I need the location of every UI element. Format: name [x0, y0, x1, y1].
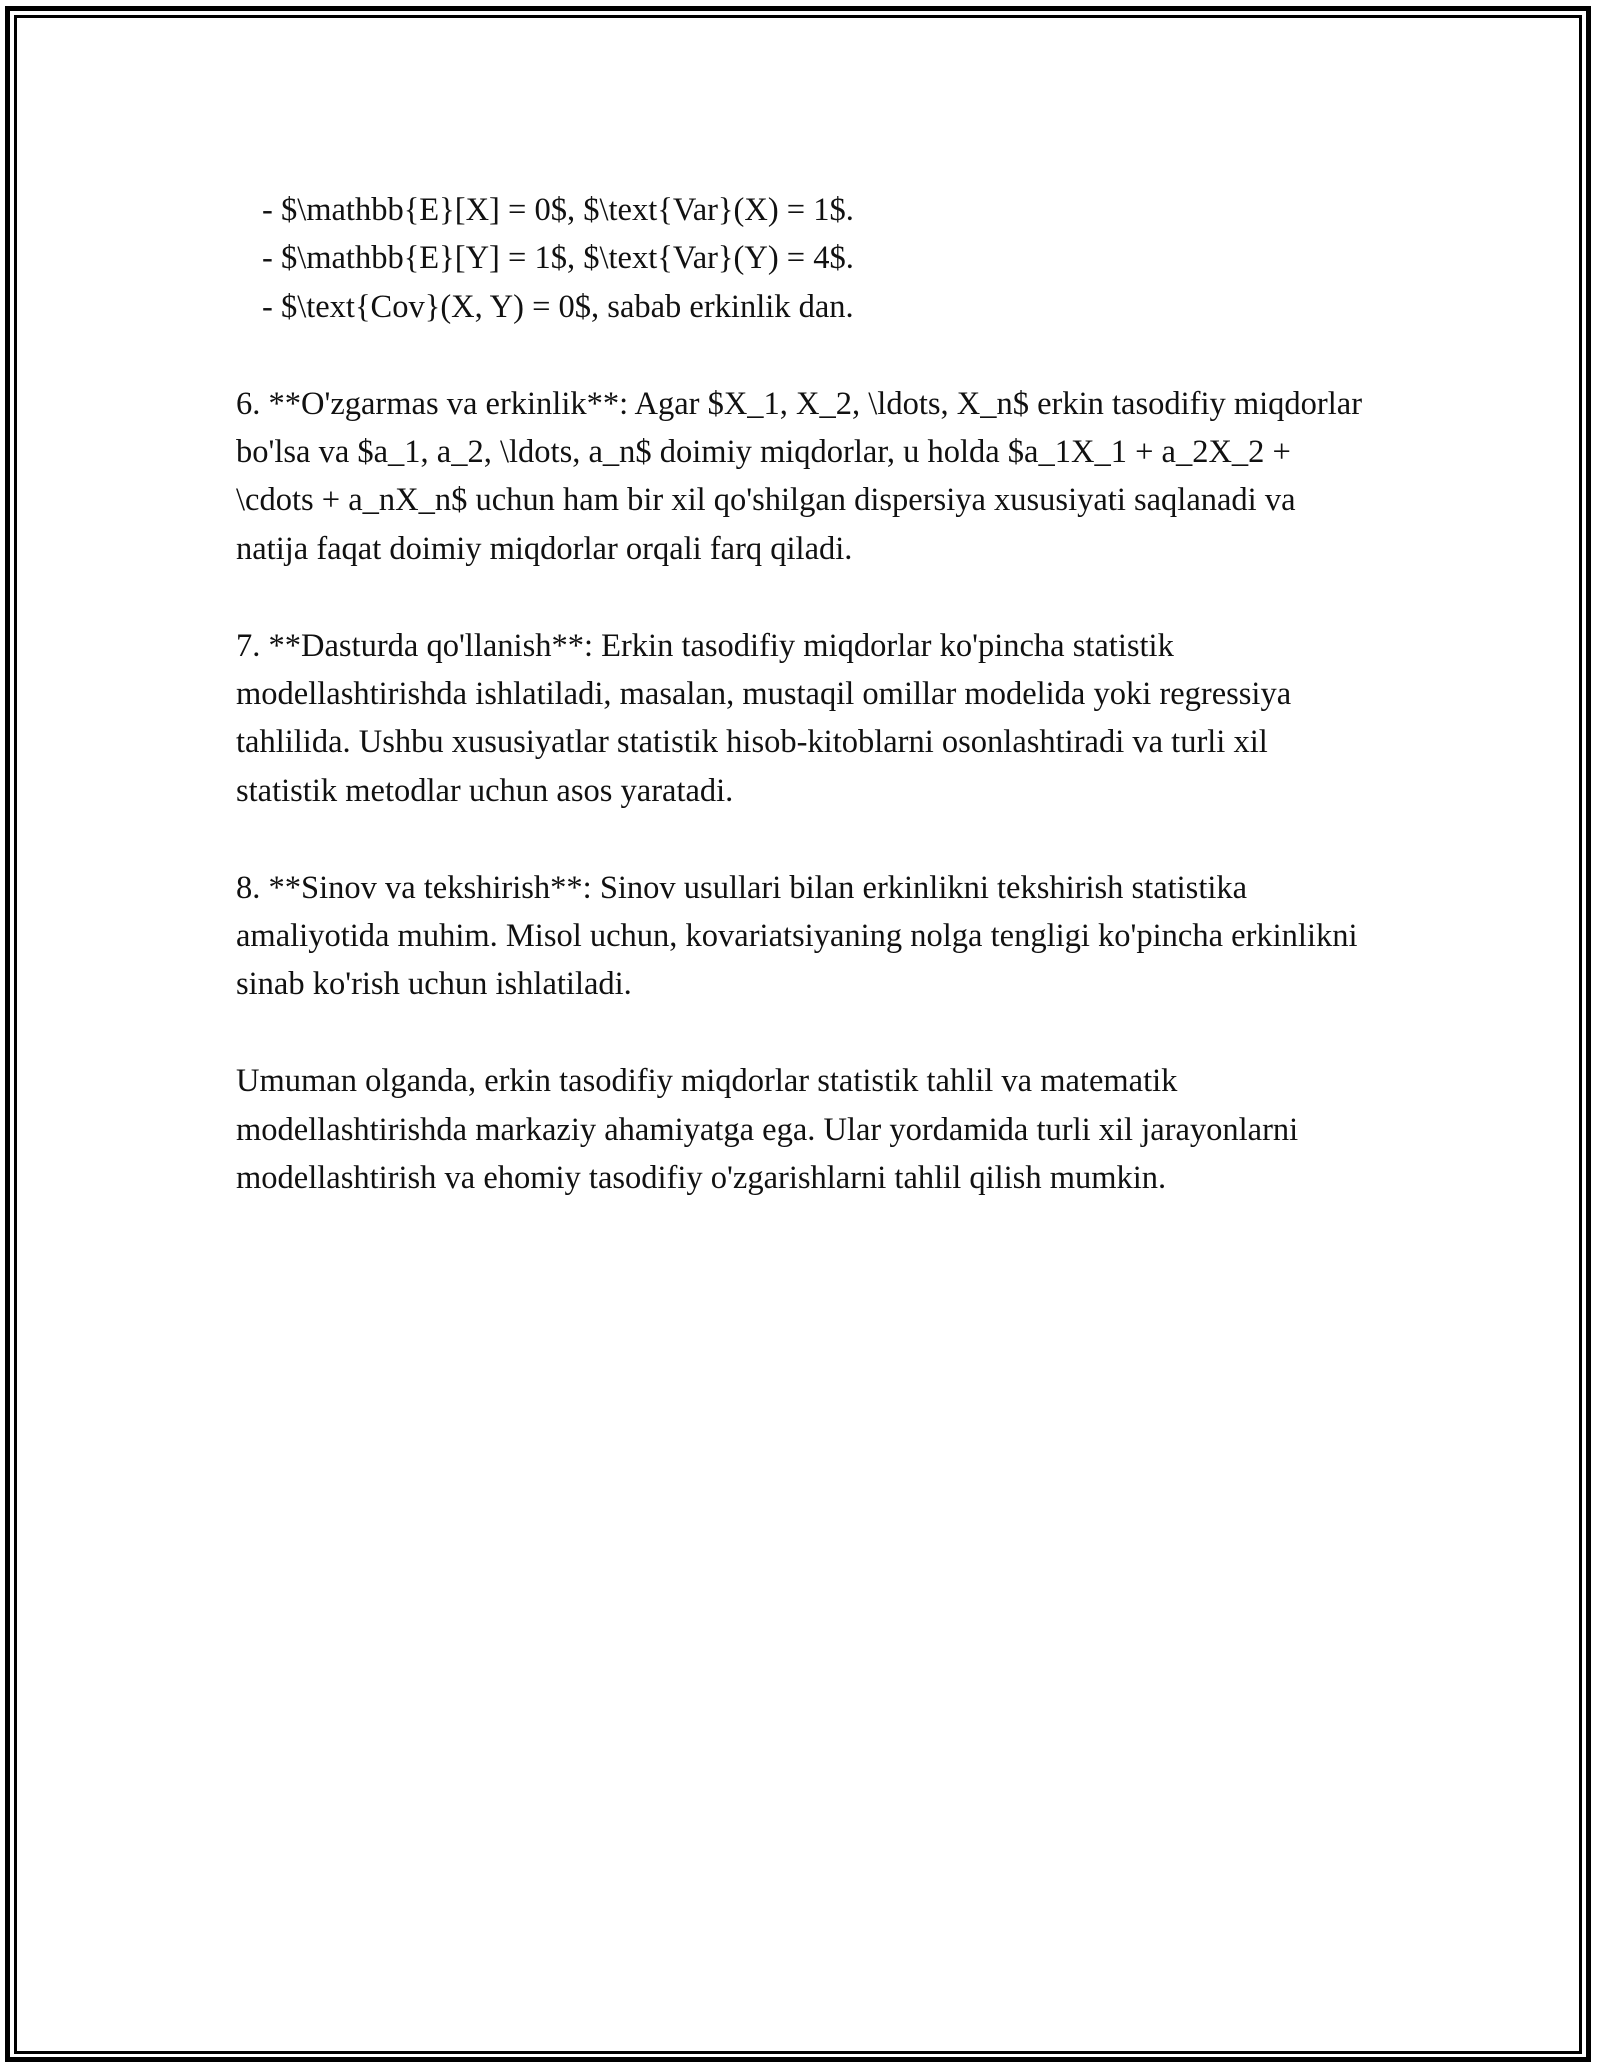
- conclusion-paragraph: Umuman olganda, erkin tasodifiy miqdorlar statistik tahlil va matematik modellashtirishda markaziy ahamiyatga ega. Ular yordamida turli xil jarayonlarni modellashtirish va ehomiy tasodifiy o'zgarishlarni tahlil qilish mumkin.: [236, 1063, 1299, 1197]
- bullet-item: - $\text{Cov}(X, Y) = 0$, sabab erkinlik dan.: [262, 288, 854, 325]
- paragraph-8: 8. **Sinov va tekshirish**: Sinov usullari bilan erkinlikni tekshirish statistika amaliyotida muhim. Misol uchun, kovariatsiyaning nolga tengligi ko'pincha erkinlikni sinab ko'rish uchun ishlatiladi.: [236, 869, 1358, 1003]
- bullet-item: - $\mathbb{E}[X] = 0$, $\text{Var}(X) = 1$.: [262, 192, 854, 228]
- paragraph-6: 6. **O'zgarmas va erkinlik**: Agar $X_1, X_2, \ldots, X_n$ erkin tasodifiy miqdorlar bo'lsa va $a_1, a_2, \ldots, a_n$ doimiy miqdorlar, u holda $a_1X_1 + a_2X_2 + \cdots + a_nX_n$ uchun ham bir xil qo'shilgan dispersiya xususiyati saqlanadi va natija faqat doimiy miqdorlar orqali farq qiladi.: [236, 385, 1363, 567]
- document-body: [236, 186, 1366, 1202]
- paragraph-7: 7. **Dasturda qo'llanish**: Erkin tasodifiy miqdorlar ko'pincha statistik modellashtirishda ishlatiladi, masalan, mustaqil omillar modelida yoki regressiya tahlilida. Ushbu xususiyatlar statistik hisob-kitoblarni osonlashtiradi va turli xil statistik metodlar uchun asos yaratadi.: [236, 627, 1292, 809]
- bullet-list: [236, 186, 1366, 331]
- bullet-item: - $\mathbb{E}[Y] = 1$, $\text{Var}(Y) = 4$.: [262, 240, 854, 277]
